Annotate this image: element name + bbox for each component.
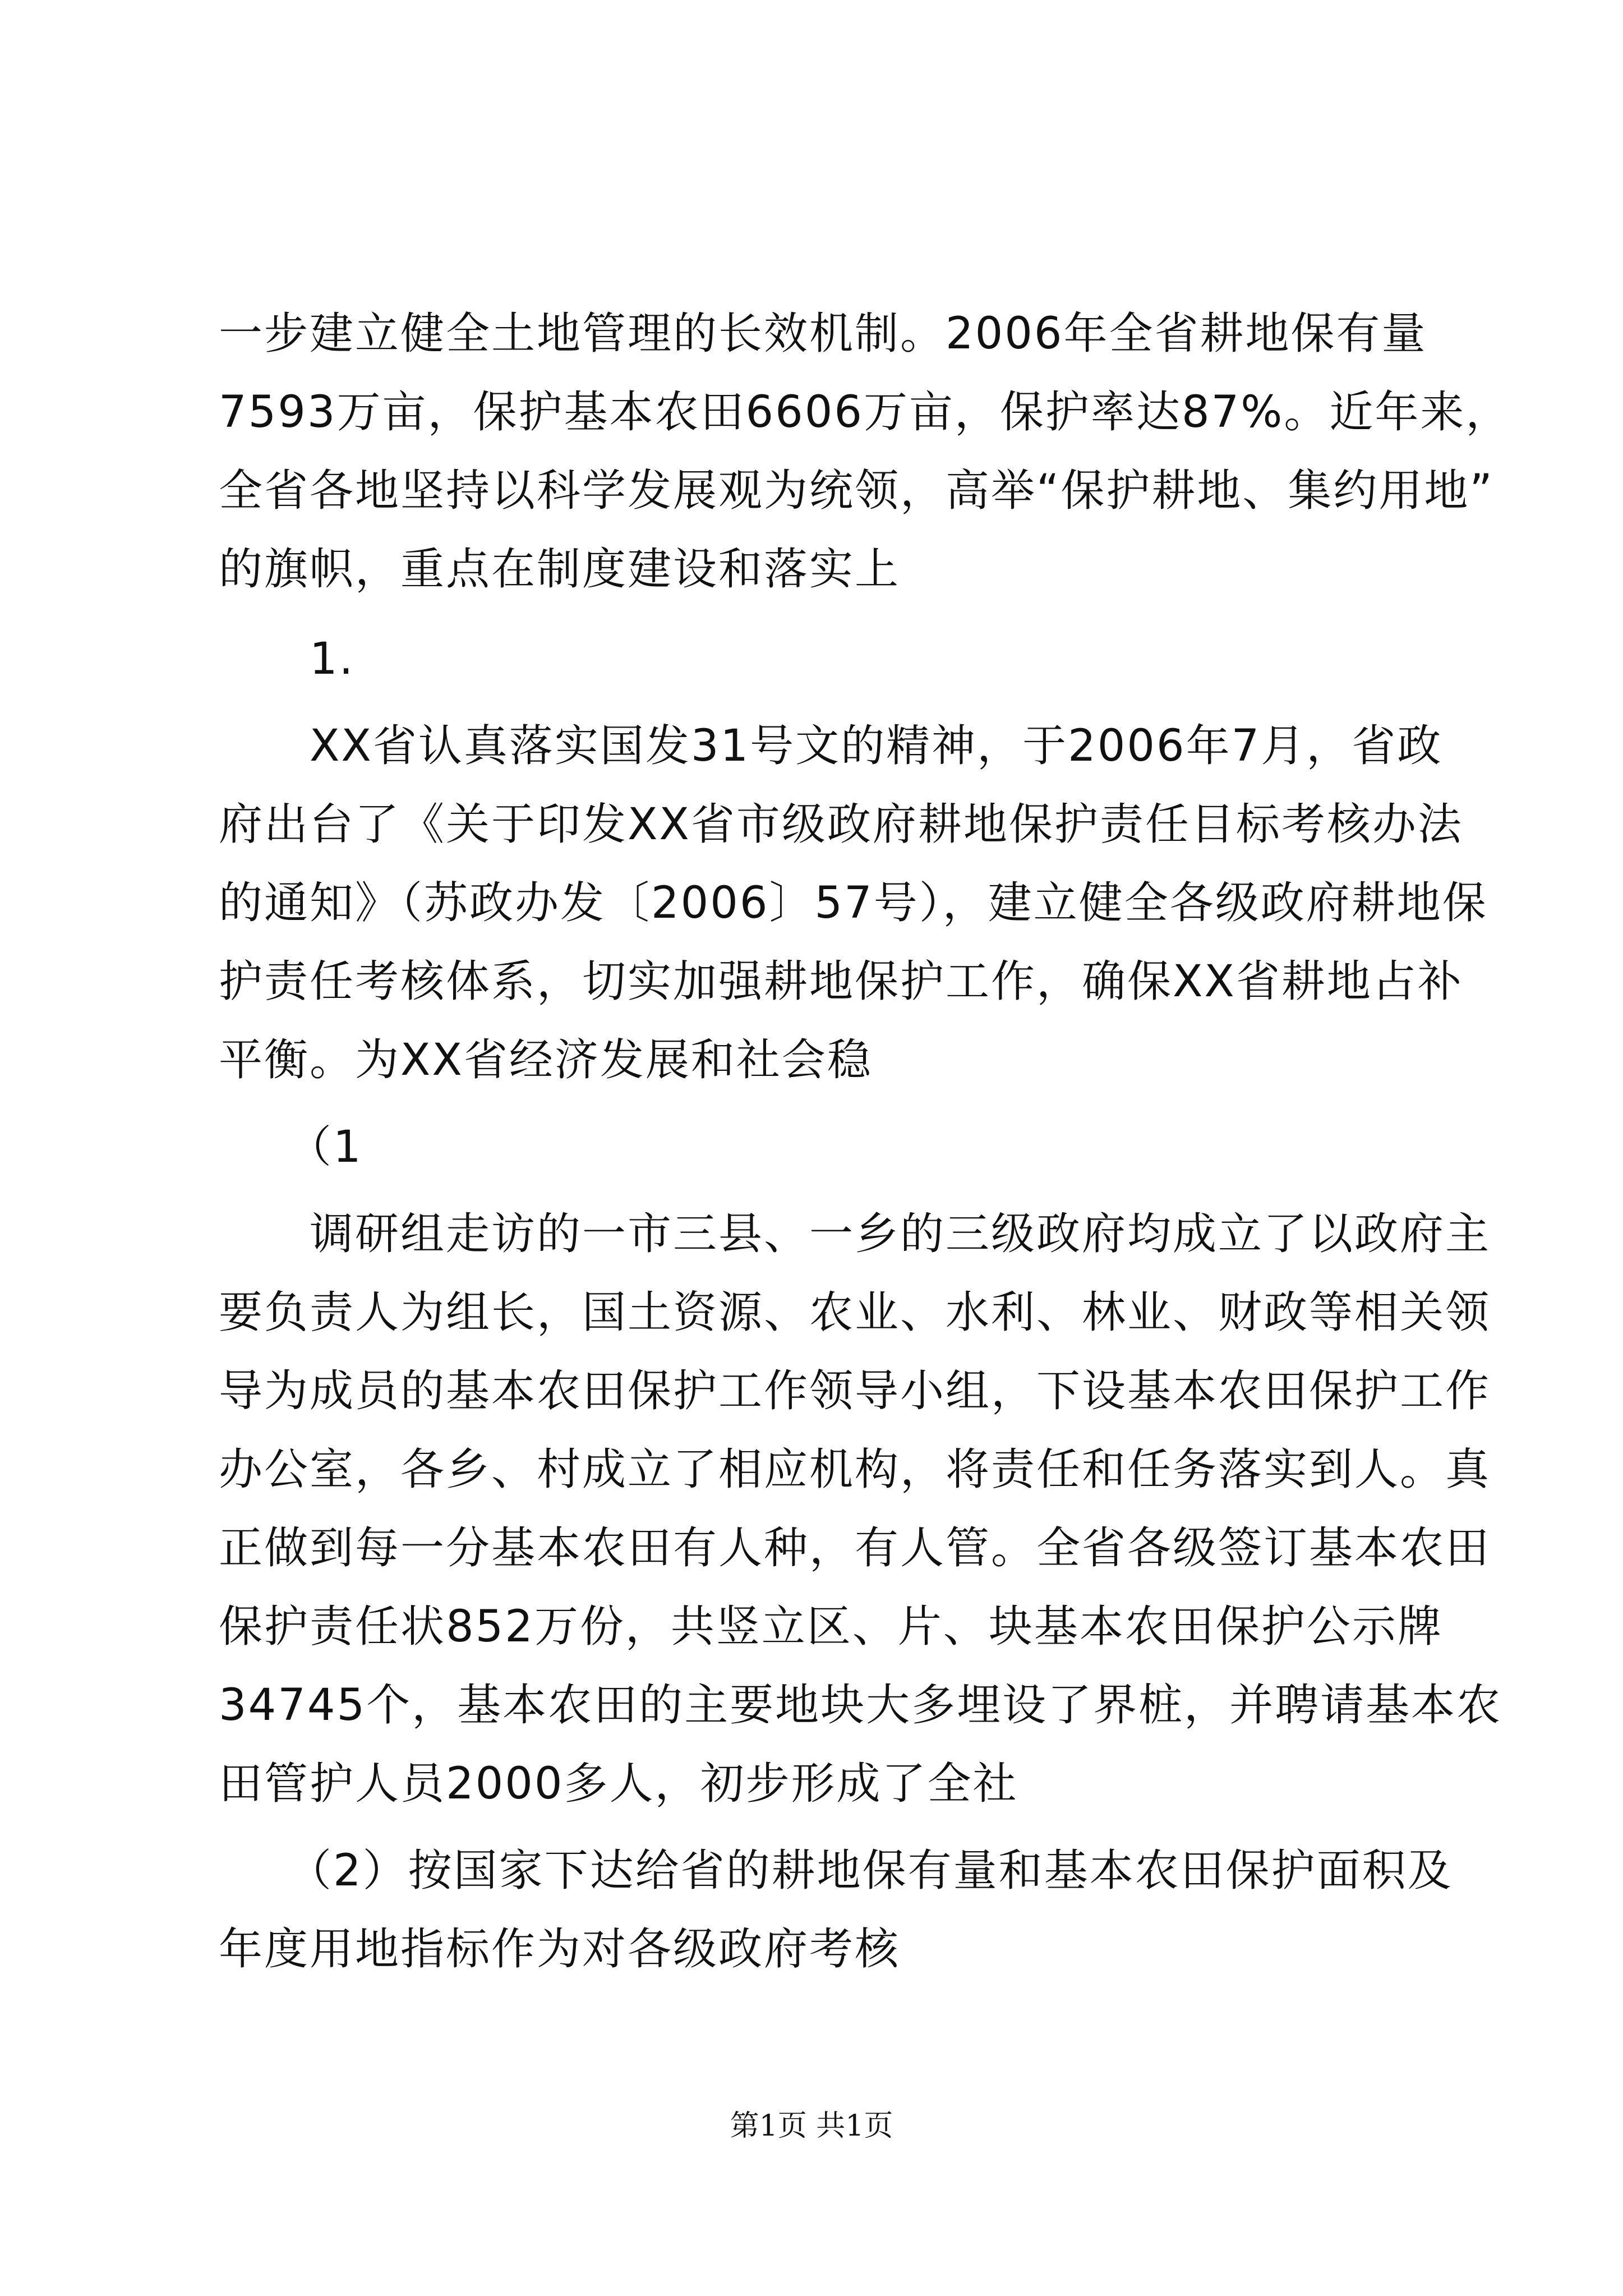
text-line: 导为成员的基本农田保护工作领导小组，下设基本农田保护工作 [219,1366,1491,1416]
text-line: 府出台了《关于印发XX省市级政府耕地保护责任目标考核办法 [219,799,1463,850]
text-line: 34745个，基本农田的主要地块大多埋设了界桩，并聘请基本农 [219,1680,1502,1731]
text-line: 要负责人为组长，国土资源、农业、水利、林业、财政等相关领 [219,1287,1491,1338]
text-line: 一步建立健全土地管理的长效机制。2006年全省耕地保有量 [219,309,1427,359]
text-line: 全省各地坚持以科学发展观为统领，高举“保护耕地、集约用地” [219,466,1494,516]
text-line: 1. [219,634,355,684]
text-line: 护责任考核体系，切实加强耕地保护工作，确保XX省耕地占补 [219,956,1463,1007]
text-line: 的旗帜，重点在制度建设和落实上 [219,544,901,595]
page-footer: 第1页 共1页 [730,2109,893,2143]
text-line: （2）按国家下达给省的耕地保有量和基本农田保护面积及 [219,1846,1453,1896]
text-line: （1 [219,1122,363,1172]
text-line: 7593万亩，保护基本农田6606万亩，保护率达87%。近年来， [219,387,1511,438]
text-line: 保护责任状852万份，共竖立区、片、块基本农田保护公示牌 [219,1602,1443,1652]
text-line: 的通知》（苏政办发〔2006〕57号），建立健全各级政府耕地保 [219,878,1488,928]
text-line: 正做到每一分基本农田有人种，有人管。全省各级签订基本农田 [219,1523,1491,1573]
text-line: 平衡。为XX省经济发展和社会稳 [219,1035,873,1085]
text-line: 调研组走访的一市三县、一乡的三级政府均成立了以政府主 [219,1209,1491,1259]
text-line: XX省认真落实国发31号文的精神，于2006年7月，省政 [219,721,1443,771]
text-line: 年度用地指标作为对各级政府考核 [219,1924,901,1975]
text-line: 田管护人员2000多人，初步形成了全社 [219,1759,1018,1809]
text-line: 办公室，各乡、村成立了相应机构，将责任和任务落实到人。真 [219,1444,1491,1495]
